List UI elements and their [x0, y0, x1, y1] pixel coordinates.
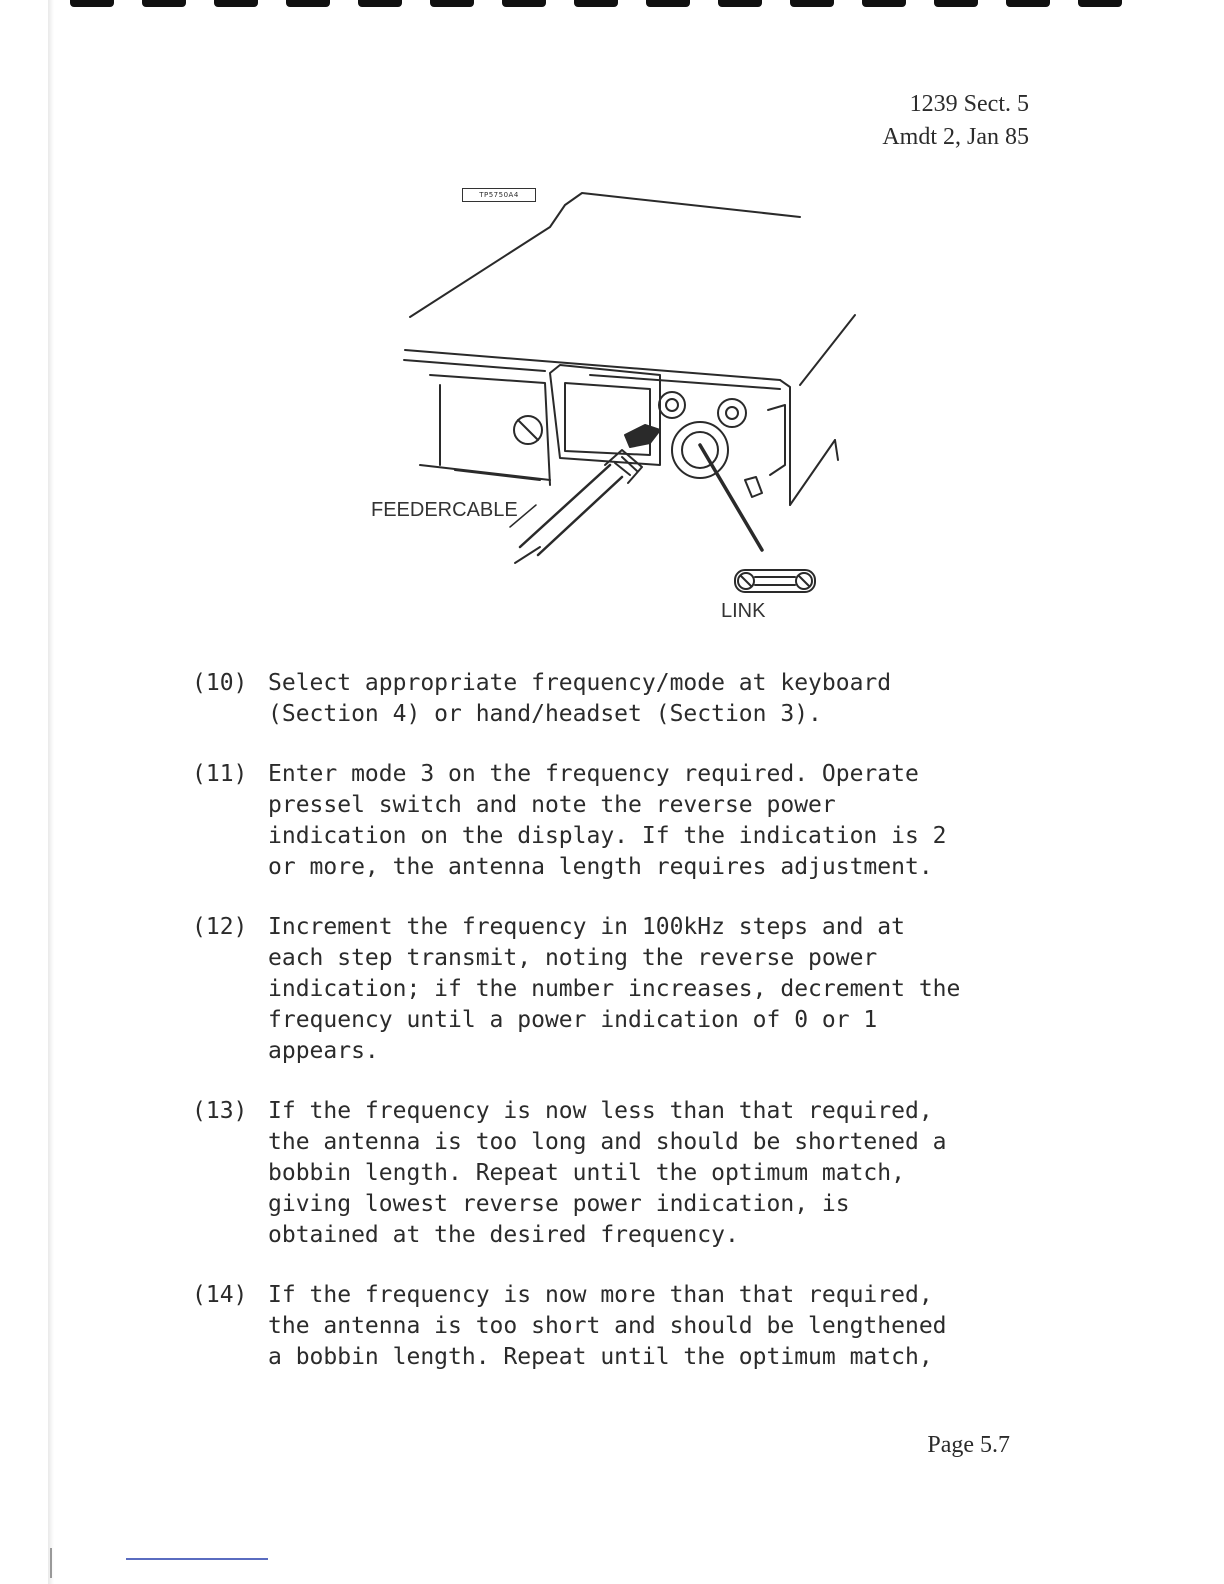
step-number: (10) — [192, 670, 248, 696]
equipment-illustration — [360, 175, 860, 635]
page-edge-mark — [50, 1548, 52, 1578]
page-number: Page 5.7 — [927, 1432, 1010, 1458]
step-number: (12) — [192, 914, 248, 940]
step-text: Increment the frequency in 100kHz steps and at each step transmit, noting the reverse power indication; if the number increases, decrement the frequency until a power indication of 0 or 1 appears. — [268, 914, 961, 1064]
doc-reference: 1239 Sect. 5 — [909, 91, 1029, 117]
step-number: (14) — [192, 1282, 248, 1308]
document-header — [882, 88, 1029, 154]
procedure-step — [192, 912, 1042, 1067]
amendment-date: Amdt 2, Jan 85 — [882, 124, 1029, 150]
procedure-step — [192, 668, 1042, 730]
feeder-cable-label: FEEDERCABLE — [371, 499, 518, 521]
step-number: (11) — [192, 761, 248, 787]
step-text: If the frequency is now more than that required, the antenna is too short and should be lengthened a bobbin length. Repeat until the optimum match, — [268, 1282, 947, 1370]
procedure-step — [192, 759, 1042, 883]
procedure-steps — [192, 668, 1042, 1402]
step-number: (13) — [192, 1098, 248, 1124]
step-text: Enter mode 3 on the frequency required. Operate pressel switch and note the reverse power indication on the display. If the indication is 2 or more, the antenna length requires adjustment. — [268, 761, 947, 880]
step-text: Select appropriate frequency/mode at keyboard (Section 4) or hand/headset (Section 3). — [268, 670, 892, 727]
link-label: LINK — [721, 600, 766, 622]
bottom-rule — [126, 1558, 268, 1560]
procedure-step — [192, 1280, 1042, 1373]
step-text: If the frequency is now less than that required, the antenna is too long and should be shortened a bobbin length. Repeat until the optimum match, giving lowest reverse power indication, is obtained at the desired frequency. — [268, 1098, 947, 1248]
binding-strip — [70, 0, 1150, 10]
procedure-step — [192, 1096, 1042, 1251]
figure-code-box: TP5750A4 — [462, 188, 536, 202]
radio-rear-panel-drawing — [360, 175, 860, 635]
page-left-edge — [48, 0, 54, 1584]
